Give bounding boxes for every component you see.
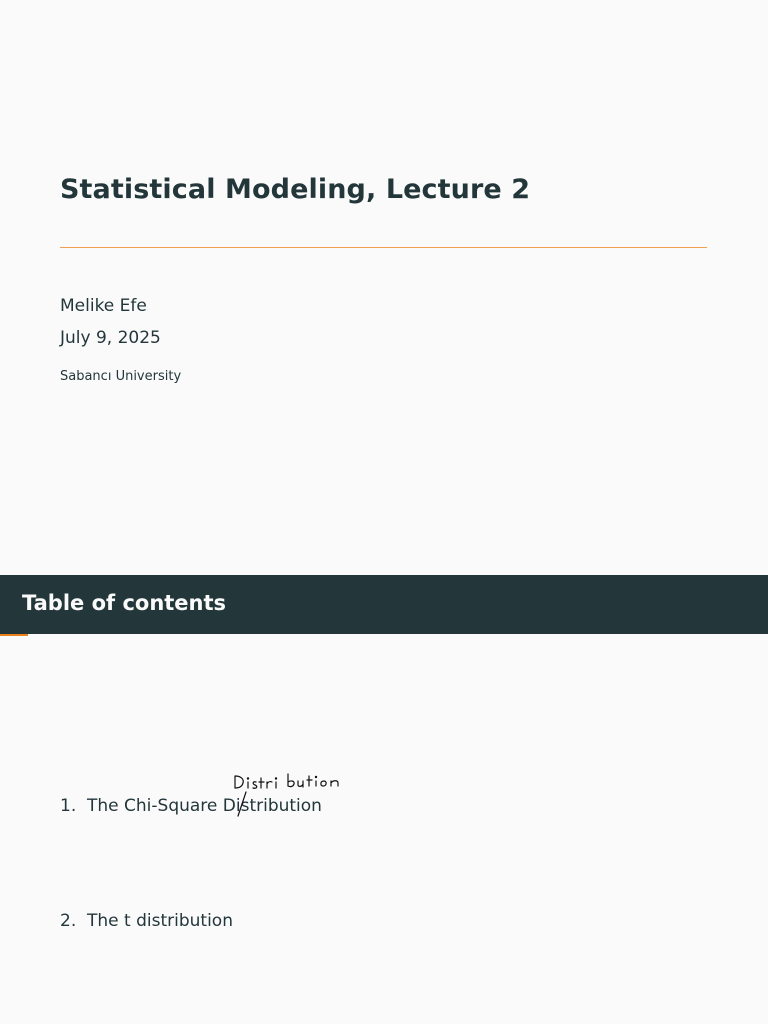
toc-item-number: 1. (60, 796, 77, 816)
toc-item-number: 2. (60, 911, 77, 931)
handwritten-annotation (230, 770, 350, 818)
frame-title-bar (0, 575, 768, 634)
presentation-title: Statistical Modeling, Lecture 2 (60, 174, 531, 205)
toc-item-label: The t distribution (87, 911, 233, 931)
toc-item-label: The Chi-Square Distribution (87, 796, 322, 816)
title-separator (60, 247, 707, 248)
author-name: Melike Efe (60, 296, 147, 316)
progress-bar (0, 634, 28, 636)
toc-item[interactable] (60, 911, 233, 931)
institute-name: Sabancı University (60, 369, 182, 384)
frame-title: Table of contents (22, 591, 227, 615)
toc-slide (0, 575, 768, 1024)
presentation-date: July 9, 2025 (60, 328, 161, 348)
